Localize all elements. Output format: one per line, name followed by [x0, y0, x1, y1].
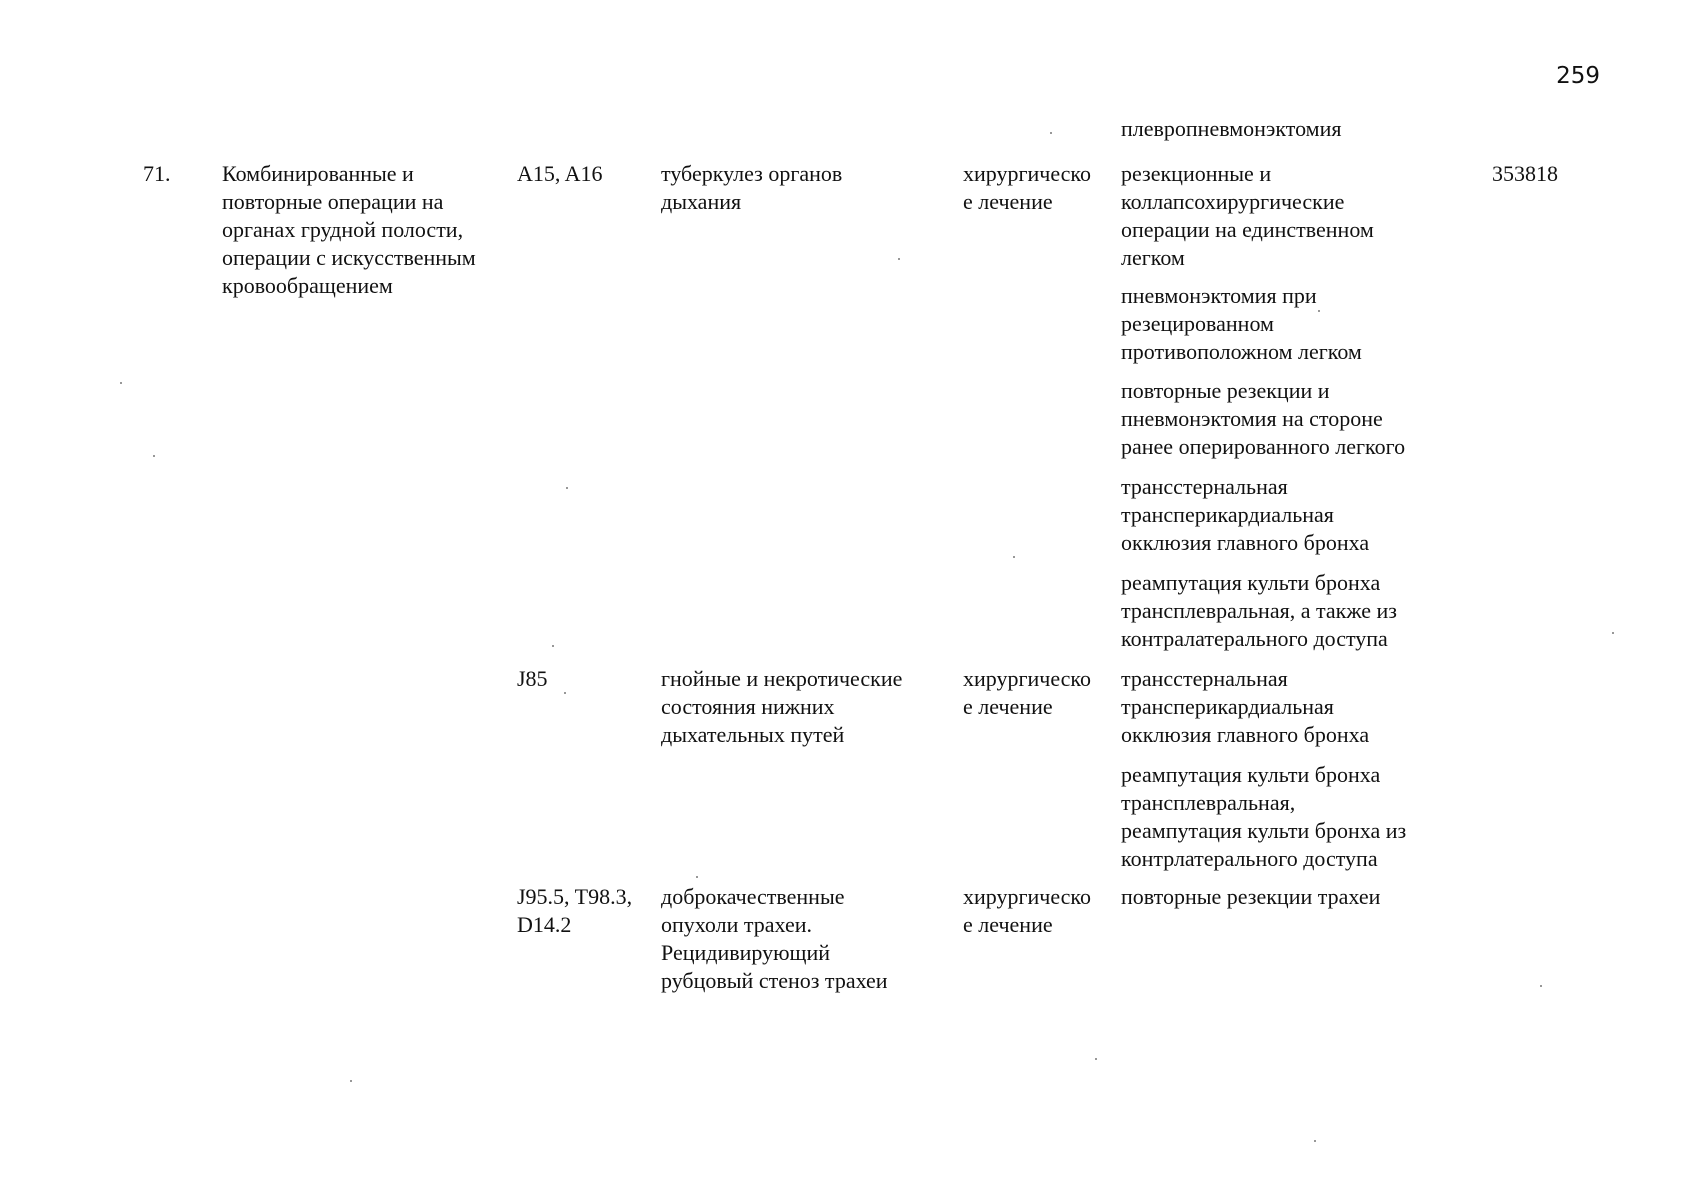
- scan-speck: [566, 487, 568, 489]
- scan-speck: [1050, 132, 1052, 134]
- diagnosis: гнойные и некротические состояния нижних дыхательных путей: [661, 666, 903, 747]
- scan-speck: [120, 382, 122, 384]
- scan-speck: [898, 258, 900, 260]
- treatment-type: хирургическо е лечение: [963, 161, 1091, 214]
- treatment-type: хирургическо е лечение: [963, 666, 1091, 719]
- treatment-method: повторные резекции и пневмонэктомия на стороне ранее оперированного легкого: [1121, 378, 1406, 459]
- scan-speck: [350, 1080, 352, 1082]
- scan-speck: [564, 692, 566, 694]
- scan-speck: [1095, 1058, 1097, 1060]
- icd-code: J85: [517, 666, 548, 691]
- icd-code: A15, A16: [517, 161, 603, 186]
- treatment-type: хирургическо е лечение: [963, 884, 1091, 937]
- icd-code: J95.5, T98.3, D14.2: [517, 884, 633, 937]
- scan-speck: [1318, 310, 1320, 312]
- treatment-method: повторные резекции трахеи: [1121, 884, 1381, 909]
- page-number: 259: [1556, 63, 1600, 89]
- scan-speck: [552, 645, 554, 647]
- diagnosis: туберкулез органов дыхания: [661, 161, 843, 214]
- treatment-method: резекционные и коллапсохирургические операции на единственном легком: [1121, 161, 1374, 270]
- treatment-method: реампутация культи бронха трансплевральная, реампутация культи бронха из контрлатерального доступа: [1121, 762, 1407, 871]
- method-continuation: плевропневмонэктомия: [1121, 116, 1342, 141]
- scan-speck: [696, 876, 698, 878]
- treatment-method: пневмонэктомия при резецированном противоположном легком: [1121, 283, 1362, 364]
- diagnosis: доброкачественные опухоли трахеи. Рецидивирующий рубцовый стеноз трахеи: [661, 884, 888, 993]
- cost-value: 353818: [1492, 161, 1558, 186]
- scan-speck: [1314, 1140, 1316, 1142]
- scan-speck: [153, 455, 155, 457]
- treatment-method: трансстернальная трансперикардиальная окклюзия главного бронха: [1121, 474, 1370, 555]
- treatment-method: реампутация культи бронха трансплевральная, а также из контралатерального доступа: [1121, 570, 1397, 651]
- intervention-name: Комбинированные и повторные операции на органах грудной полости, операции с искусственным кровообращением: [222, 161, 476, 298]
- scan-speck: [1013, 556, 1015, 558]
- treatment-method: трансстернальная трансперикардиальная окклюзия главного бронха: [1121, 666, 1370, 747]
- row-number: 71.: [143, 161, 171, 186]
- scan-speck: [1540, 985, 1542, 987]
- scan-speck: [1612, 632, 1614, 634]
